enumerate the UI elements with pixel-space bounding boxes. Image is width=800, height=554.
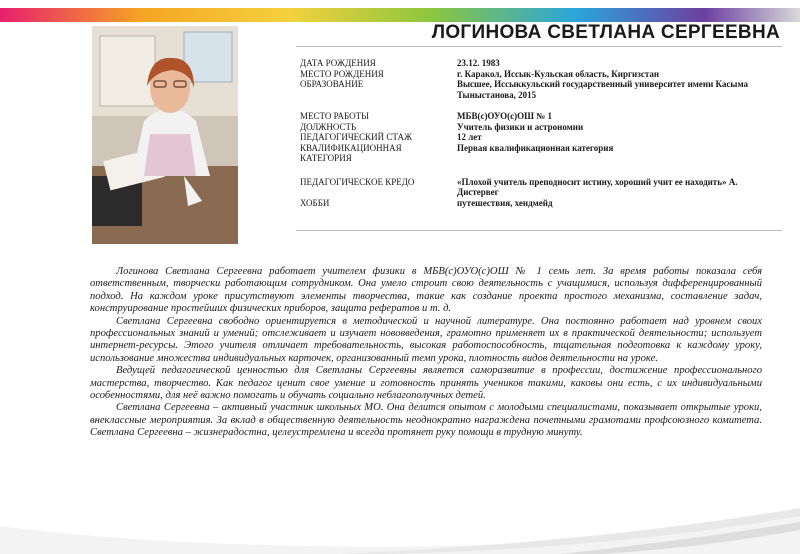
stripe-gradient-bar (0, 8, 800, 22)
info-row-credo (300, 177, 780, 198)
info-value: г. Каракол, Иссык-Кульская область, Киргизстан (457, 68, 660, 79)
header-color-stripe (0, 0, 800, 22)
teacher-photo-illustration (92, 26, 238, 244)
biography-text (90, 266, 762, 440)
info-value: «Плохой учитель преподносит истину, хороший учит ее находить» А. Дистервег (457, 176, 738, 197)
teacher-photo (92, 26, 238, 244)
info-key: МЕСТО РОЖДЕНИЯ (300, 68, 384, 79)
info-row-birthplace (300, 69, 780, 80)
info-row-category (300, 143, 780, 164)
info-row-birthdate (300, 58, 780, 69)
bio-paragraph: Светлана Сергеевна свободно ориентируется в методической и научной литературе. Она постоянно работает над уровнем своих профессиональных знаний и умений; отслеживает и изучает нововведения, грамотно применяет их в практической деятельности; использует интернет-ресурсы. Этого учителя отличает требовательность, высокая работоспособность, тщательная подготовка к каждому уроку, использование множества индивидуальных карточек, организованный темп урока, плотность видов деятельности на уроке. (90, 315, 762, 364)
decorative-swoosh (0, 464, 800, 554)
info-key: МЕСТО РАБОТЫ (300, 111, 369, 121)
title-underline (296, 46, 782, 47)
info-row-hobby (300, 198, 780, 209)
info-row-workplace (300, 111, 780, 122)
teacher-name-title: ЛОГИНОВА СВЕТЛАНА СЕРГЕЕВНА (431, 22, 780, 43)
info-table (300, 58, 780, 208)
bio-paragraph: Логинова Светлана Сергеевна работает учителем физики в МБВ(с)ОУО(с)ОШ № 1 семь лет. За время работы показала себя ответственным, творчески работающим сотрудником. Она умело строит свою деятельность с учащимися, используя дифференцированный подход. На каждом уроке присутствуют элементы творчества, такие как создание проекта простого механизма, составление задач, конструирование простейших физических приборов, защита рефератов и т. д. (90, 266, 762, 315)
info-key: ДАТА РОЖДЕНИЯ (300, 58, 376, 68)
info-key: КВАЛИФИКАЦИОННАЯ КАТЕГОРИЯ (300, 142, 402, 163)
info-value: путешествия, хендмейд (457, 197, 553, 208)
info-row-education (300, 79, 780, 100)
info-value: Высшее, Иссыккульский государственный университет имени Касыма Тыныстанова, 2015 (457, 79, 749, 100)
info-key: ОБРАЗОВАНИЕ (300, 79, 364, 89)
info-value: 23.12. 1983 (457, 58, 500, 68)
info-key: ХОББИ (300, 197, 330, 208)
info-value: МБВ(с)ОУО(с)ОШ № 1 (457, 111, 553, 121)
info-key: ПЕДАГОГИЧЕСКИЙ СТАЖ (300, 132, 413, 142)
info-row-position (300, 122, 780, 133)
info-key: ДОЛЖНОСТЬ (300, 121, 357, 132)
info-bottom-rule (296, 230, 782, 231)
bio-paragraph: Светлана Сергеевна – активный участник школьных МО. Она делится опытом с молодыми специалистами, показывает открытые уроки, внеклассные мероприятия. За вклад в общественную деятельность неоднократно награждена почетными грамотами профсоюзного комитета. Светлана Сергеевна – жизнерадостна, целеустремлена и всегда протянет руку помощи в трудную минуту. (90, 402, 762, 439)
info-key: ПЕДАГОГИЧЕСКОЕ КРЕДО (300, 176, 415, 187)
info-value: 12 лет (457, 132, 482, 142)
info-row-experience (300, 132, 780, 143)
bio-paragraph: Ведущей педагогической ценностью для Светланы Сергеевны является саморазвитие в профессии, достижение профессионального мастерства, творчество. Как педагог ценит свое умение и готовность принять учеников такими, каковы они есть, с их индивидуальными особенностями, для неё важно помогать и обучать социально неблагополучных детей. (90, 365, 762, 402)
info-value: Учитель физики и астрономии (457, 121, 584, 132)
info-value: Первая квалификационная категория (457, 142, 614, 153)
